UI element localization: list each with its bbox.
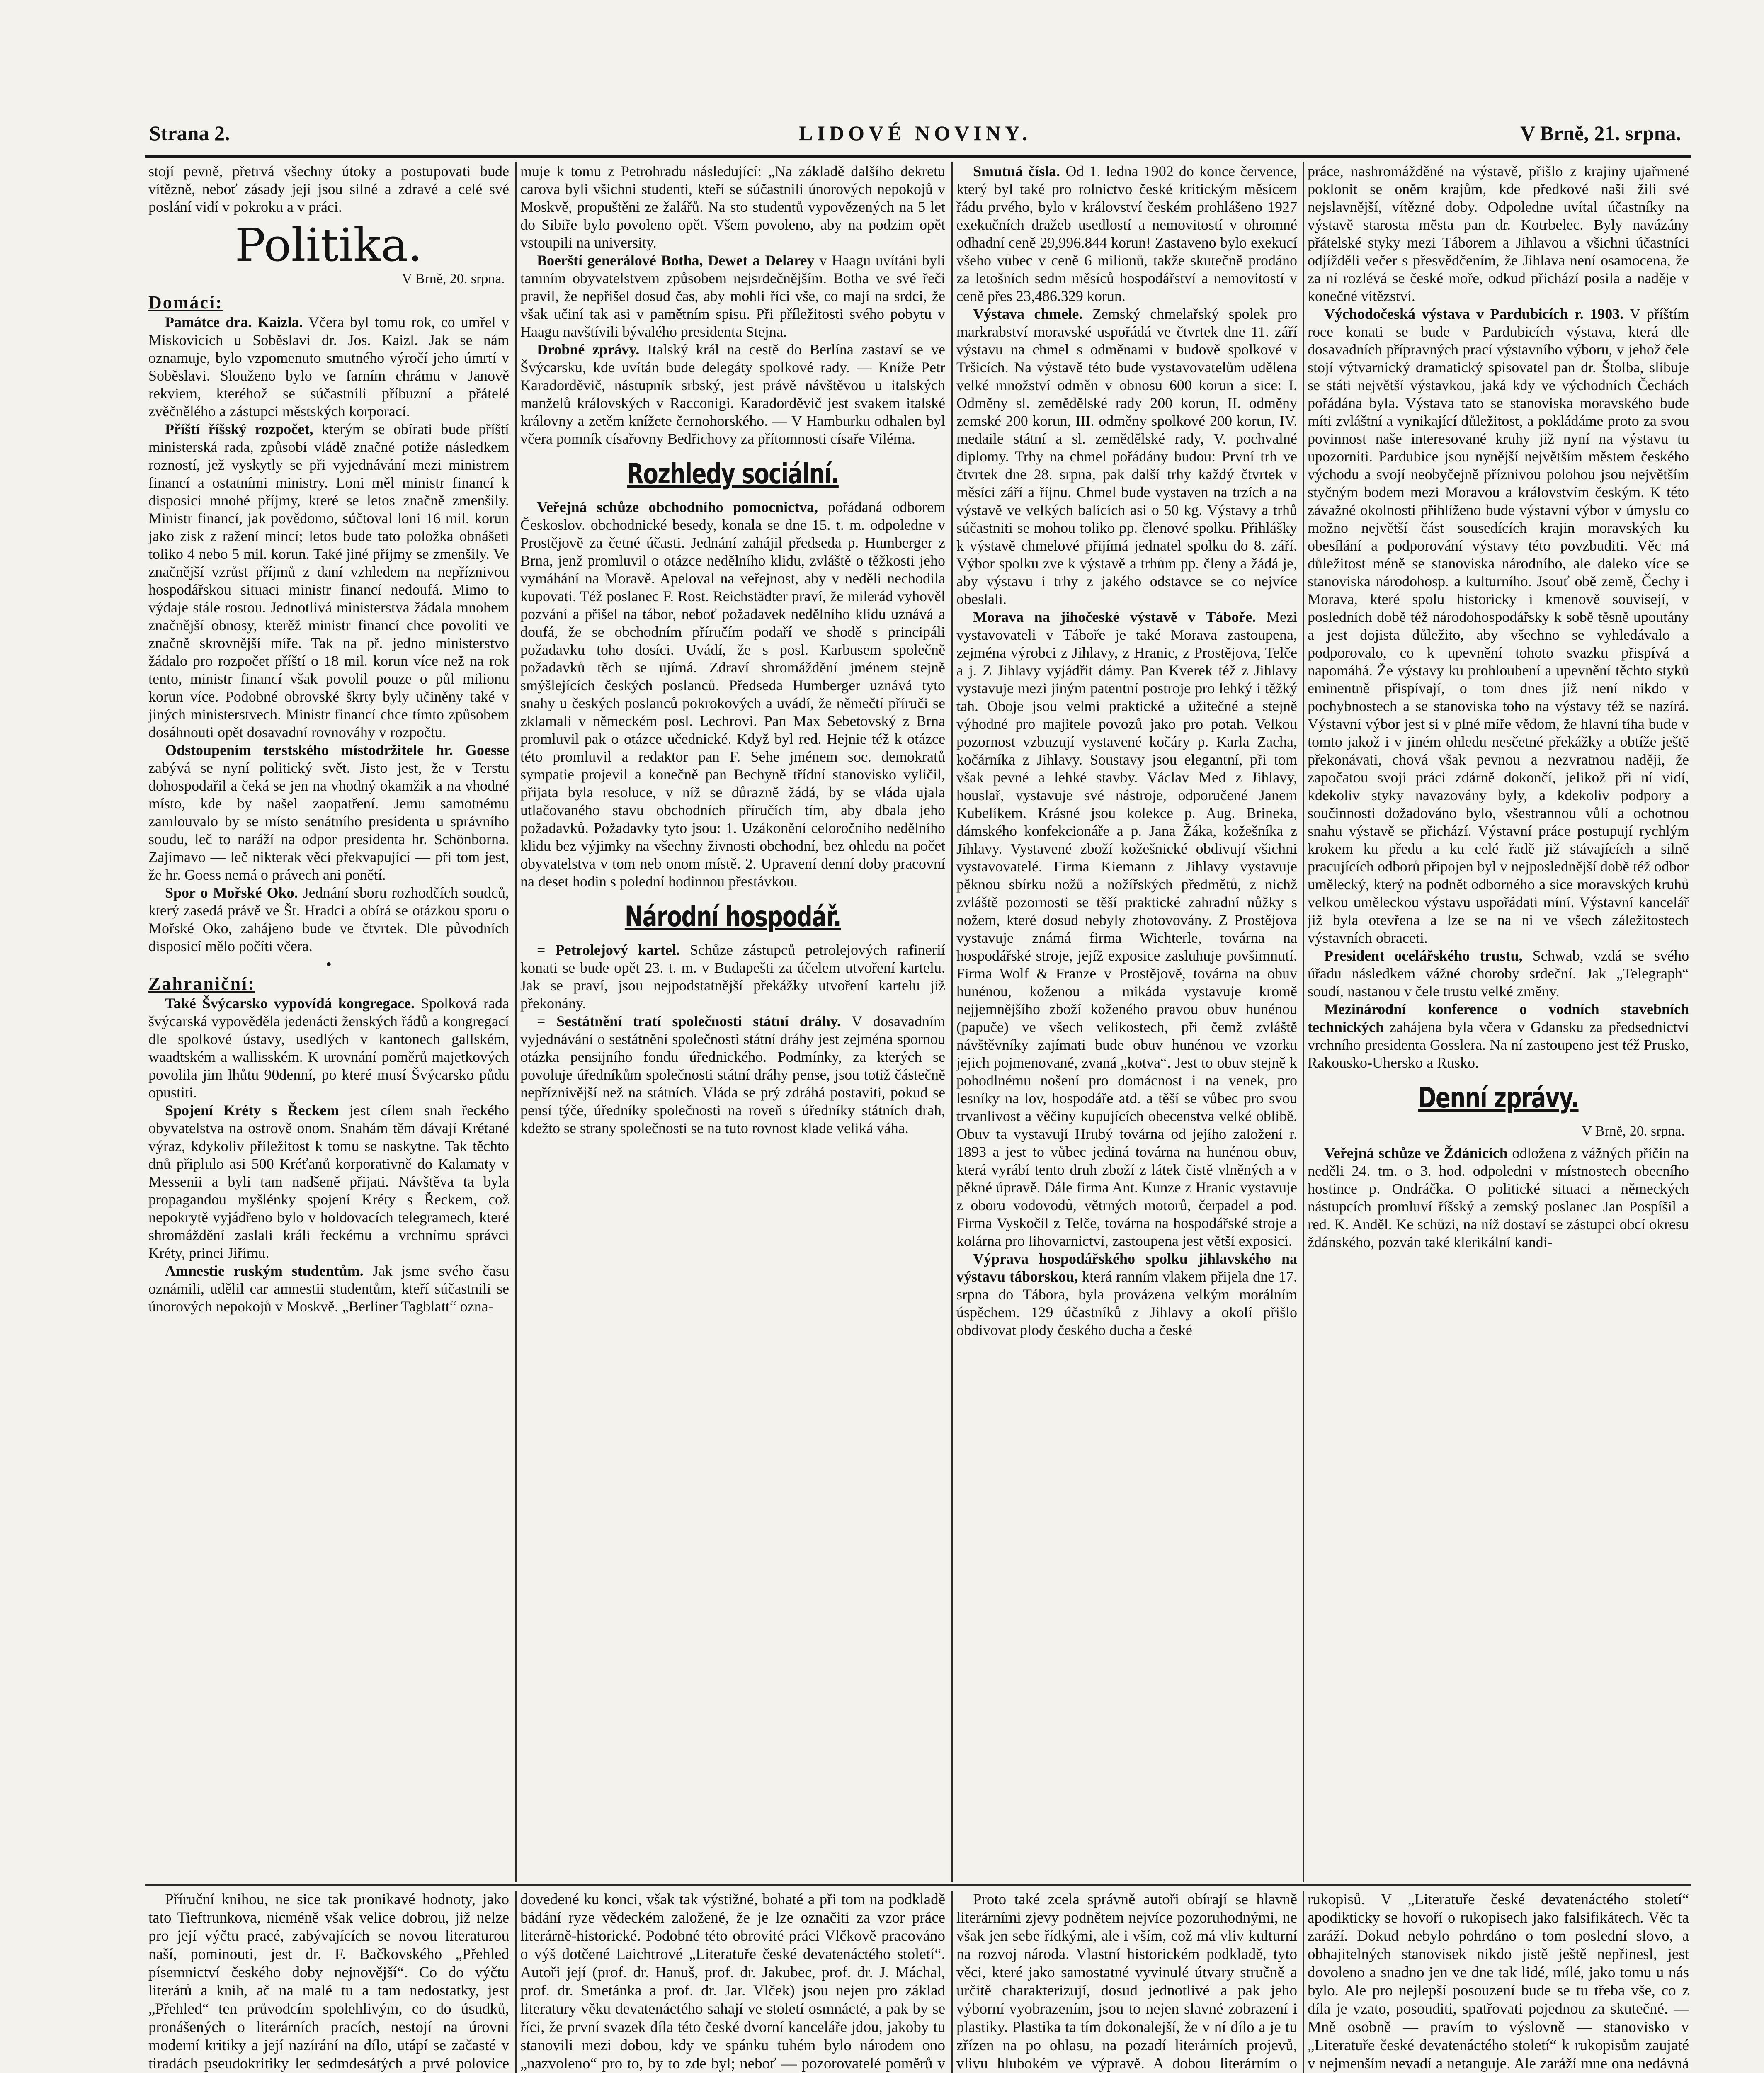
article: [1308, 1144, 1689, 1251]
article: [956, 1250, 1297, 1339]
article-continuation: stojí pevně, přetrvá všechny útoky a postupovati bude vítězně, neboť zásady její jsou silné a zdravé a celé své poslání vidí v pokroku a v práci.: [148, 163, 509, 215]
feuilleton-text: rukopisů. V „Literatuře české devatenáctého století“ apodikticky se hovoří o rukopisech jako falsifikátech. Věc ta zaráží. Dokud nebylo pohrdáno o tom poslední slovo, a obhajitelných stanovisek nikdo jistě ještě nepřinesl, jest dovoleno a snadno jen ve dne tak lidé, mílé, jako tomu u nás bylo. Ale pro nejlepší posouzení bude se tu třeba vše, co z díla je vzato, posouditi, spatřovati pojednou za skutečné. — Mně osobně — pravím to výslovně — stanovisko v „Literatuře české devatenáctého století“ k rukopisům zaujaté v nejmenším nevadí a netanguje. Ale zaráží mne ona nedávná: [1308, 1891, 1689, 2072]
article-body: v Haagu uvítáni byli tamním obyvatelstvem způsobem nejsrdečnějším. Botha ve své řeči pravil, že nepřišel dosud čas, aby mohli říci vše, co mají na srdci, že však učiní tak asi v pamětním spisu. Při příležitosti svého pobytu v Haagu navštívili bývalého presidenta Stejna.: [520, 252, 945, 340]
article-body: Zemský chmelařský spolek pro markrabství moravské uspořádá ve čtvrtek dne 11. září výstavu na chmel s odměnami v budově spolkové v Tršicích. Na výstavě této bude vystavovatelům udělena velké množství odměn v obnosu 600 korun a sice: I. Odměny sl. zemědělské rady 200 korun, II. odměny zemské 200 korun, III. odměny spolkové 200 korun, IV. medaile státní a sl. zemědělské rady, V. pochvalné diplomy. Trhy na chmel pořádány budou: První trh ve čtvrtek dne 28. srpna, pak další trhy každý čtvrtek v měsíci září a říjnu. Chmel bude vystaven na trzích a na výstavě ve velkých balících asi o 50 kg. Výstavy a trhů súčastniti se mohou toliko pp. členové spolku. Přihlášky k výstavě chmelové přijímá jednatel spolku do 8. září. Výbor spolku zve k výstavě a trhům pp. členy a žádá je, aby výstavu i trhy z jakého odstavce se co nejvíce obeslali.: [956, 306, 1297, 607]
column-2: [520, 163, 945, 1881]
article: [956, 608, 1297, 1250]
article-runin: = Petrolejový kartel.: [537, 942, 680, 958]
column-1: [148, 163, 509, 1881]
column-divider: [515, 1891, 517, 2073]
header-rule: [145, 155, 1691, 158]
article-runin: Památce dra. Kaizla.: [165, 314, 303, 330]
masthead: LIDOVÉ NOVINY.: [799, 121, 1031, 145]
column-divider: [951, 162, 953, 1882]
section-title-news: Denní zprávy.: [1418, 1082, 1579, 1114]
article-runin: Boerští generálové Botha, Dewet a Delarey: [537, 252, 815, 269]
article-body: kterým se obírati bude příští ministerská rada, způsobí vládě značné potíže následkem rozností, jež vyskytly se při vyjednávání mezi ministrem financí a ostatními ministry. Loni měl ministr financí k disposici mnohé příjmy, které se letos značně zmenšily. Ministr financí, jak povědomo, súčtoval loni 16 mil. korun jako zisk z ražení mincí; letos bude tato položka obnášeti toliko 4 nebo 5 mil. korun. Také jiné příjmy se zmenšily. Ve značnější vzrůst příjmů z daní vzhledem na nepříznivou hospodářskou situaci ministr financí nedoufá. Mimo to výdaje stále rostou. Jednotlivá ministerstva žádala mnohem značnější obnosy, kterěž ministr financí chce povoliti ve značně skrovnější míře. Tak na př. jedno ministerstvo žádalo pro rozpočet příští o 18 mil. korun více než na rok tento, ministr financí však povolil pouze o půl milionu korun více. Podobné obrovské škrty byly učiněny také v jiných ministerstvech. Ministr financí chce tímto způsobem dosáhnouti opět dosavadní rovnováhy v rozpočtu.: [148, 421, 509, 740]
article-runin: = Sestátnění tratí společnosti státní dráhy.: [537, 1013, 841, 1029]
column-divider: [951, 1891, 953, 2073]
feuilleton-text: Proto také zcela správně autoři obírají se hlavně literárními zjevy podnětem nejvíce pozoruhodnými, ne však jen sebe řídkými, ale i vším, což má vliv kulturní na rozvoj národa. Vlastní historickém podkladě, tyto věci, které jako samostatné vyvinulé útvary stručně a určitě charakterizují, dosud jednotlivé a pak jeho výborní vyobrazením, jsou to nejen slavné zobrazení i plastiky. Plastika ta tím dokonalejší, že v ní dílo a je tu zřízen na po ohlasu, na pozadí literárních projevů, vlivu hlubokém ve výpravě. A dobou literárním o: [956, 1891, 1297, 2072]
article-body: Italský král na cestě do Berlína zastaví se ve Švýcarsku, kde uvítán bude delegáty spolkové rady. — Kníže Petr Karadorděvič, nástupník srbský, jest právě návštěvou u italských manželů královských v Racconigi. Karadorděvič jest svakem italské královny a zetěm knížete černohorského. — V Hamburku odhalen byl včera pomník císařovny Bedřichovy za přítomnosti císaře Viléma.: [520, 341, 945, 447]
article-body: která ranním vlakem přijela dne 17. srpna do Tábora, byla provázena velkým morálním úspěchem. 129 účastníků z Jihlavy a okolí přišlo obdivovat plody českého ducha a české: [956, 1268, 1297, 1338]
section-title-social: Rozhledy sociální.: [627, 458, 839, 490]
article-body: pořádaná odborem Českoslov. obchodnické besedy, konala se dne 15. t. m. odpoledne v Prostějově za četné účasti. Jednání zahájil předseda p. Humberger z Brna, jenž promluvil o otázce nedělního klidu, zvláště o těžkosti jeho vymáhání na Moravě. Apeloval na veřejnost, aby v neděli nechodila kupovati. Též poslanec F. Rost. Reichstädter praví, že milerád vyhověl pozvání a přišel na tábor, neboť požadavek nedělního klidu uznává a doufá, že se obchodním příručím podaří ve shodě s principáli požadavku toho dosíci. Uvádí, že s posl. Karbusem společně požadavků těch se ujímá. Zdraví shromáždění jménem stejně smýšlejících českých poslanců. Předseda Humberger uznává tyto snahy u českých poslanců pokrokových a uvádí, že němečtí příruči se zklamali v německém posl. Lechrovi. Pan Max Sebetovský z Brna promluvil pak o otázce učednické. Když byl red. Hejnie též k otázce této promluvil a redaktor pan F. Sehe jménem soc. demokratů sympatie projevil a konečně pan Bechyně třídní stanovisko vyličil, přijata byla resoluce, v níž se důrazně žádá, by se vláda ujala utlačovaného stavu obchodních příručích tím, aby dbala jeho požadavků. Požadavky tyto jsou: 1. Uzákonění celoročního nedělního klidu bez výjimky na všechny živnosti obchodní, bez ohledu na počet obyvatelstva v tom neb onom místě. 2. Upravení denní doby pracovní na deset hodin s polední hodinnou přestávkou.: [520, 499, 945, 890]
article: [520, 498, 945, 891]
column-3: [956, 163, 1297, 1881]
article-body: Včera byl tomu rok, co umřel v Miskovicích u Soběslavi dr. Jos. Kaizl. Jak se nám oznamuje, bylo vzpomenuto smutného výročí jeho úmrtí v Soběslavi. Slouženo bylo ve farním chrámu v Janově rekviem, kteréhož se súčastnili příbuzní a přátelé zvěčnělého a zástupci městských korporací.: [148, 314, 509, 420]
article: [148, 741, 509, 884]
column-4: [1308, 163, 1689, 1881]
article: [520, 1012, 945, 1137]
article: [956, 305, 1297, 608]
article-runin: Spojení Kréty s Řeckem: [165, 1102, 339, 1119]
section-title-economy: Národní hospodář.: [624, 901, 841, 933]
article-body: zabývá se nyní politický svět. Jisto jest, že v Terstu dohospodařil a čeká se jen na vhodný okamžik a na vhodné místo, kde by našel zaopatření. Jemu samotnému zamlouvalo by se místo senátního presidenta u správního soudu, leč to naráží na odpor presidenta hr. Schönborna. Zajímavo — leč nikterak věcí překvapující — při tom jest, že hr. Goess nemá o právech ani ponětí.: [148, 760, 509, 883]
article-runin: Mezinárodní konference o vodních stavebních technických: [1308, 1001, 1689, 1035]
article-runin: Východočeská výstava v Pardubicích r. 1903.: [1324, 306, 1624, 322]
dateline: V Brně, 20. srpna.: [402, 271, 505, 286]
article-body: Od 1. ledna 1902 do konce července, který byl také pro rolnictvo české kritickým měsícem řádu prvého, bylo v království českém prohlášeno 1927 exekučních dražeb usedlostí a nemovitostí v ohromné odhadní ceně 29,996.844 korun! Zastaveno bylo exekucí všeho vůbec v ceně 6 milionů, takže skutečně prodáno za letošních sedm měsíců hospodářství a nemovitostí v ceně přes 23,486.329 korun.: [956, 163, 1297, 304]
feuilleton-column-4: [1308, 1891, 1689, 2073]
column-divider: [1303, 162, 1304, 1882]
subhead-zahranicni: Zahraniční:: [148, 973, 255, 994]
article: [148, 1262, 509, 1316]
article-body: odložena z vážných příčin na neděli 24. tm. o 3. hod. odpoledni v místnostech obecního hostince p. Ondráčka. O politické situaci a německých nástupcích promluví říšský a zemský poslanec Jan Pospíšil a red. K. Anděl. Ke schůzi, na níž dostaví se zástupci obcí okresu ždánského, pozván také klerikální kandi-: [1308, 1145, 1689, 1250]
article-runin: Veřejná schůze ve Ždánicích: [1324, 1145, 1508, 1161]
article: [148, 313, 509, 420]
article-body: Jednání sboru rozhodčích soudců, který zasedá právě ve Št. Hradci a obírá se otázkou sporu o Mořské Oko, zahájeno bude ve čtvrtek. Dle původních disposicí mělo počíti včera.: [148, 884, 509, 954]
article-continuation: muje k tomu z Petrohradu následující: „Na základě dalšího dekretu carova byli všichni studenti, kteří se súčastnili únorových nepokojů v Moskvě, propuštěni ze žalářů. Na sto studentů vypovězených na 5 let do Sibiře bylo povoleno opět. Všem povoleno, aby na podzim opět vstoupili na university.: [520, 163, 945, 251]
separator-dot: •: [325, 955, 332, 973]
feuilleton-text: dovedené ku konci, však tak výstižné, bohaté a při tom na podkladě bádání ryze vědeckém založené, že je lze označiti za vzor práce literárně-historické. Podobné této obrovité práci Vlčkově pracováno o výš dotčené Laichtrové „Literatuře české devatenáctého století“. Autoři její (prof. dr. Hanuš, prof. dr. Jakubec, prof. dr. J. Máchal, prof. dr. Smetánka a prof. dr. Jar. Vlček) jsou nejen pro základ literatury věku devatenáctého sahají ve století osmnácté, a pak by se říci, že první svazek díla této české dvorní kanceláře jdou, jakoby tu stanovili mezi dobou, kdy ve spánku tuhém bylo národem ono „nazvoleno“ pro to, by to zde byl; neboť — pozorovatelé poměrů v: [520, 1891, 945, 2072]
dateline: V Brně, 20. srpna.: [1582, 1124, 1685, 1139]
article: [1308, 947, 1689, 1000]
article-runin: Výprava hospodářského spolku jihlavského na výstavu táborskou,: [956, 1250, 1297, 1285]
article-runin: Příští říšský rozpočet,: [165, 421, 313, 437]
article-runin: Odstoupením terstského místodržitele hr. Goesse: [165, 742, 509, 758]
article: [148, 995, 509, 1102]
article-body: Schůze zástupců petrolejových rafinerií konati se bude opět 23. t. m. v Budapešti za účelem utvoření kartelu. Jak se praví, jsou nejpodstatnější překážky utvoření kartelu již překonány.: [520, 942, 945, 1012]
article-runin: Drobné zprávy.: [537, 341, 640, 358]
article-body: Jak jsme svého času oznámili, udělil car amnestii studentům, kteří súčastnili se únorových nepokojů v Moskvě. „Berliner Tagblatt“ ozna-: [148, 1262, 509, 1315]
article: [148, 884, 509, 955]
article-body: Mezi vystavovateli v Táboře je také Morava zastoupena, zejména výrobci z Jihlavy, z Hranic, z Prostějova, Telče a j. Z Jihlavy vyjádřit dámy. Pan Kverek též z Jihlavy vystavuje mezi jiným patentní postroje pro lehký i těžký tah. Oboje jsou velmi praktické a užitečné a stejně výhodné pro majitele povozů jako pro potah. Velkou pozornost vzbuzují vystavené kočáry p. Karla Zacha, kočárníka z Jihlavy. Soustavy jsou elegantní, při tom však pevné a lehké stavby. Václav Med z Jihlavy, houslař, vystavuje své nástroje, odporučené Janem Kubelíkem. Krásné jsou kolekce p. Aug. Brineka, dámského konfekcionáře a p. Jana Žáka, kožešníka z Jihlavy. Vystavené zboží kožešnické obdivují všichni vystavovatelé. Firma Kiemann z Jihlavy vystavuje pěknou sbírku nožů a nožířských předmětů, z nichž zvláště pozornosti se těší praktické zahradní nůžky s nožem, které dosud nebyly zhotovovány. Z Prostějova vystavuje známá firma Wichterle, továrna na hospodářské stroje, jejíž exposice zasluhuje povšimnutí. Firma Wolf & Franze v Prostějově, továrna na obuv hunénou, koženou a mikáda vystavuje kromě nejjemnějšího zboží koženého pravou obuv hunénou (papuče) ve všech velikostech, při čemž zvláště návštěvníky zajímati bude obuv hunénou ve vzorku jejich pojmenované, zvaná „kotva“. Jest to obuv stejně k pohodlnému nošení pro domácnost i na venek, pro lesníky na lov, hospodáře atd. a těší se vůbec pro svou trvanlivost a věčiny kupujících obecenstva velké oblibě. Obuv ta vystavují Hrubý továrna od jejího založení r. 1893 a jest to vůbec jediná továrna na hunénou obuv, která vyrábí tento druh zboží z látek čistě vlněných a v pěkné úpravě. Dále firma Ant. Kunze z Hranic vystavuje z oboru vodovodů, větrných motorů, čerpadel a pod. Firma Vyskočil z Telče, továrna na hospodářské stroje a kolárna pro lihovarnictví, zastoupena jest větší exposicí.: [956, 609, 1297, 1249]
issue-date: V Brně, 21. srpna.: [1520, 121, 1681, 145]
article-body: V příštím roce konati se bude v Pardubicích výstava, která dle dosavadních přípravných prací výstavního výboru, v jehož čele stojí výtvarnický dramatický spisovatel pan dr. Štolba, slibuje se státi největší výstavkou, jaká kdy ve východních Čechách pořádána byla. Výstava tato se stanoviska moravského bude míti zvláštní a vynikající důležitost, a pokládáme proto za svou povinnost naše interesované kruhy již nyní na výstavu tu upozorniti. Pardubice jsou nynější největším městem českého východu a svojí neobyčejně příznivou polohou jsou největším styčným bodem mezi Moravou a královstvím českým. K této závažné okolnosti přihlíženo bude výstavní výbor v úmyslu co možno největší část sousedících krajin moravských ku obesílání a podporování výstavy této povzbuditi. Věc má důležitost méně se stanoviska národního, ale daleko více se stanoviska národohosp. a kulturního. Jsouť obě země, Čechy i Morava, které spolu historicky i kmenově souvisejí, v posledních době též národohospodářsky k sobě těsně upoutány a jest dojista důležito, aby všechno se vyhledávalo a podporovalo, co k upevnění tohoto svazku přispívá a napomáhá. Že výstavy ku prohloubení a upevnění těchto styků eminentně přispívají, o tom dnes již není nikdo v pochybnostech a se stanoviska toho na výstavy též se nazírá. Výstavní výbor jest si v plné míře vědom, že hlavní tíha bude v tomto jakož i v jiném ohledu nesčetné překážky a obtíže ještě překonávati, chová však pevnou a nezvratnou naději, že započatou svoji práci zdárně dokončí, jelikož při ní vidí, kdekoliv styky navazovány byly, a kdekoliv podpory a součinnosti dožadováno bylo, všestrannou vůlí a ochotnou snahu výstavě se přichází. Výstavní práce postupují rychlým krokem ku předu a ku celé řadě již stávajících a silně pracujících odborů připojen byl v nejposlednější době též odbor umělecký, který na podnět odborného a sice moravských kruhů velkou uměleckou výstavu uspořádati míní. Výstavní kancelář již byla otevřena a lze se na ni ve všech záležitostech výstavních obraceti.: [1308, 306, 1689, 946]
article-runin: Smutná čísla.: [973, 163, 1060, 180]
article: [148, 1102, 509, 1262]
article: [520, 341, 945, 448]
feuilleton-column-3: [956, 1891, 1297, 2073]
article-runin: Také Švýcarsko vypovídá kongregace.: [165, 995, 415, 1012]
article-runin: Veřejná schůze obchodního pomocnictva,: [537, 499, 818, 515]
column-divider: [1303, 1891, 1304, 2073]
article: [956, 163, 1297, 305]
article-body: zahájena byla včera v Gdansku za předsednictví vrchního presidenta Gosslera. Na ní zastoupeno jest též Prusko, Rakousko-Uhersko a Rusko.: [1308, 1019, 1689, 1071]
article-body: Schwab, vzdá se svého úřadu následkem vážné choroby srdeční. Jak „Telegraph“ soudí, nastanou v čele trustu velké změny.: [1308, 947, 1689, 1000]
page-header: [141, 117, 1689, 150]
article-runin: Amnestie ruským studentům.: [165, 1262, 364, 1279]
article-runin: Spor o Mořské Oko.: [165, 884, 298, 901]
page-number: Strana 2.: [149, 121, 230, 145]
article-body: V dosavadním vyjednávání o sestátnění společnosti státní dráhy jest zejména spornou otázka pensijního fondu úřednického. Podmínky, za kterých se povoluje úředníkům společnosti státní dráhy pense, jsou totiž částečně nepříznivější než na státních. Vláda se prý zdráhá postaviti, pokud se pensí týče, úředníky společnosti na roveň s úředníky státních drah, kdežto se strany společnosti se na tuto rovnost klade veliká váha.: [520, 1013, 945, 1136]
feuilleton-column-2: [520, 1891, 945, 2073]
article: [1308, 305, 1689, 947]
article-continuation: práce, nashromážděné na výstavě, přišlo z krajiny ujařmené poklonit se oněm krajům, kde předkové naši žili své nejslavnější, vítězné doby. Odpoledne uvítal účastníky na výstavě starosta města pan dr. Kotrbelec. Byly navázány přátelské styky mezi Táborem a Jihlavou a všichni účastníci odjížděli večer s přesvědčením, že Jihlava není osamocena, že za ní rozlévá se české moře, odkud přichází posila a naděje v konečné vítězství.: [1308, 163, 1689, 304]
article: [520, 941, 945, 1012]
article-body: Spolková rada švýcarská vypověděla jedenácti ženských řádů a kongregací dle spolkové ústavy, usedlých v kantonech gallském, waadtském a wallisském. K urovnání poměrů majetkových povolila jim lhůtu 90denní, po které musí Švýcarsko půdu opustiti.: [148, 995, 509, 1101]
article-runin: President ocelářského trustu,: [1324, 947, 1523, 964]
feuilleton-column-1: [148, 1891, 509, 2073]
article-runin: Výstava chmele.: [973, 306, 1083, 322]
feuilleton-rule: [145, 1884, 1691, 1886]
subhead-domaci: Domácí:: [148, 292, 223, 313]
article-body: jest cílem snah řeckého obyvatelstva na ostrově onom. Snahám těm dávají Krétané výraz, kdykoliv příležitost k tomu se naskytne. Tak těchto dnů připlulo asi 500 Kréťanů korporativně do Kalamaty v Messenii a byli tam nadšeně přijati. Návštěva ta byla propagandou myšlénky spojení Kréty s Řeckem, což nepokrytě vyjádřeno bylo v holdovacích telegramech, které shromáždění zaslali králi řeckému a vrchnímu správci Kréty, princi Jiřímu.: [148, 1102, 509, 1261]
article-runin: Morava na jihočeské výstavě v Táboře.: [973, 609, 1256, 625]
article: [1308, 1000, 1689, 1072]
section-title-politika: Politika.: [235, 218, 423, 272]
column-divider: [515, 162, 517, 1882]
article: [148, 420, 509, 741]
feuilleton-text: Příruční knihou, ne sice tak pronikavé hodnoty, jako tato Tieftrunkova, nicméně však velice dobrou, již nelze pro její výčtu pracé, zabývajících se novou literaturou naší, pominouti, jest dr. F. Bačkovského „Přehled písemnictví českého doby nejnovější“. Co do výčtu literátů a knih, ač na malé tu a tam nedostatky, jest „Přehled“ ten průvodcím spolehlivým, co do úsudků, pronášených o literárních pracích, nestojí na úrovni moderní kritiky a její nazírání na dílo, utápí se začasté v tiradách pseudokritiky let sedmdesátých a prvé polovice: [148, 1891, 509, 2072]
article: [520, 252, 945, 341]
